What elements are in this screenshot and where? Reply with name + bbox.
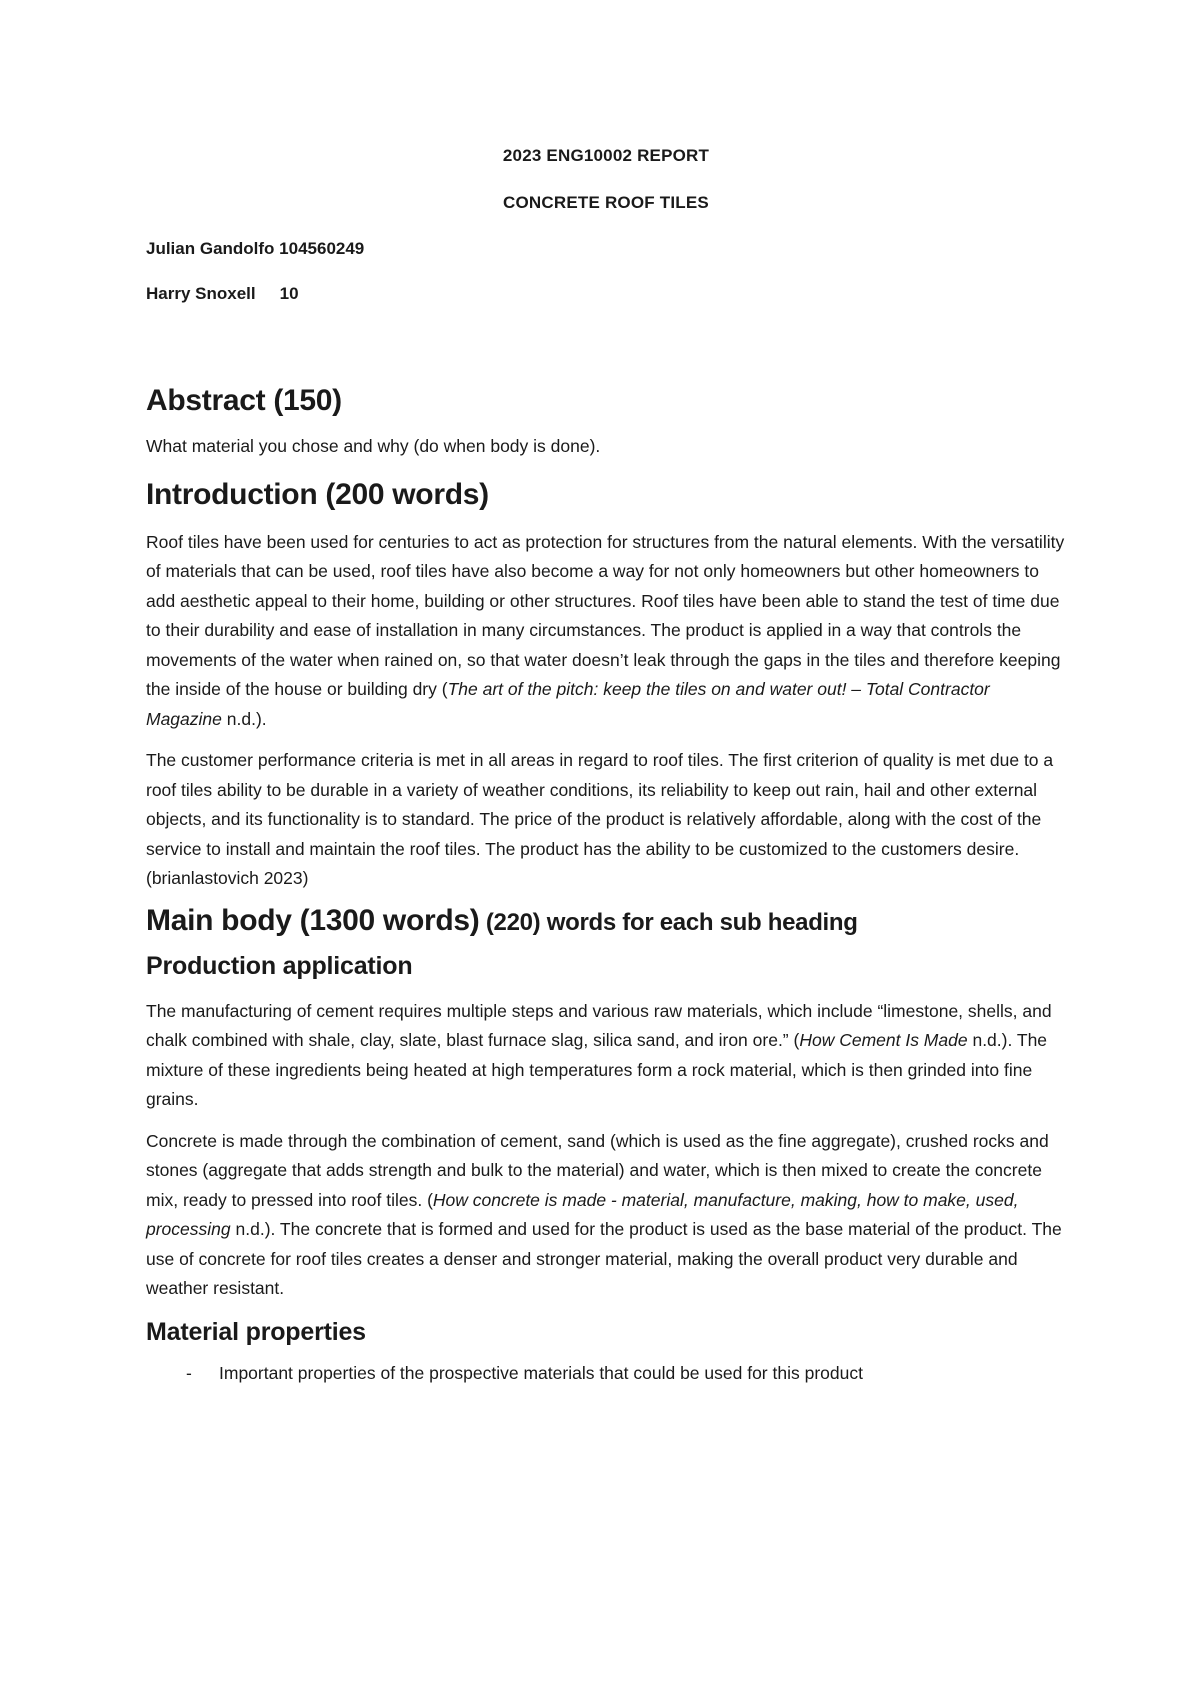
report-title: 2023 ENG10002 REPORT xyxy=(502,146,710,165)
main-body-heading xyxy=(146,904,1066,938)
production-heading: Production application xyxy=(146,951,413,980)
prod-p2-tail: n.d.). The concrete that is formed and used for the product is used as the base material of the product. The use of concrete for roof tiles creates a denser and stronger material, making the overall product very durable and weather resistant. xyxy=(146,1219,1062,1298)
main-body-heading-sub: (220) words for each sub heading xyxy=(479,908,858,936)
document-content xyxy=(146,146,1066,1388)
bullet-marker: - xyxy=(186,1362,192,1383)
material-properties-heading: Material properties xyxy=(146,1317,366,1346)
prod-p2-citation: How concrete is made - material, manufacture, making, how to make, used, processing xyxy=(146,1189,1019,1239)
author-line-1: Julian Gandolfo 104560249 xyxy=(146,239,365,258)
intro-p1-citation: The art of the pitch: keep the tiles on and water out! – Total Contractor Magazine xyxy=(146,679,990,729)
report-subtitle: CONCRETE ROOF TILES xyxy=(503,193,709,212)
introduction-paragraph-2: The customer performance criteria is met in all areas in regard to roof tiles. The first criterion of quality is met due to a roof tiles ability to be durable in a variety of weather conditions, its reliability to keep out rain, hail and other external objects, and its functionality is to standard. The price of the product is relatively affordable, along with the cost of the service to install and maintain the roof tiles. The product has the ability to be customized to the customers desire. (brianlastovich 2023) xyxy=(146,750,1054,888)
bullet-text: Important properties of the prospective materials that could be used for this product xyxy=(219,1362,863,1383)
production-paragraph-2 xyxy=(146,1127,1066,1304)
prod-p1-citation: How Cement Is Made xyxy=(799,1030,968,1050)
author-2-name: Harry Snoxell xyxy=(146,284,256,303)
prod-p1-text: The manufacturing of cement requires multiple steps and various raw materials, which include “limestone, shells, and chalk combined with shale, clay, slate, blast furnace slag, silica sand, and iron ore.” ( xyxy=(146,1000,1052,1050)
abstract-text: What material you chose and why (do when body is done). xyxy=(146,436,601,456)
intro-p1-text: Roof tiles have been used for centuries to act as protection for structures from the natural elements. With the versatility of materials that can be used, roof tiles have also become a way for not only homeowners but other homeowners to add aesthetic appeal to their home, building or other structures. Roof tiles have been able to stand the test of time due to their durability and ease of installation in many circumstances. The product is applied in a way that controls the movements of the water when rained on, so that water doesn’t leak through the gaps in the tiles and therefore keeping the inside of the house or building dry ( xyxy=(146,531,1065,699)
production-paragraph-1 xyxy=(146,997,1066,1115)
prod-p2-text: Concrete is made through the combination of cement, sand (which is used as the fine aggregate), crushed rocks and stones (aggregate that adds strength and bulk to the material) and water, which is then mixed to create the concrete mix, ready to pressed into roof tiles. ( xyxy=(146,1130,1049,1210)
author-line-2 xyxy=(146,284,1066,304)
main-body-heading-main: Main body (1300 words) xyxy=(146,903,480,937)
intro-p1-tail: n.d.). xyxy=(221,708,267,729)
list-item xyxy=(146,1359,1066,1389)
introduction-paragraph-1 xyxy=(146,528,1066,735)
introduction-heading: Introduction (200 words) xyxy=(146,477,489,511)
abstract-heading: Abstract (150) xyxy=(146,384,342,417)
prod-p1-tail: n.d.). The mixture of these ingredients being heated at high temperatures form a rock material, which is then grinded into fine grains. xyxy=(146,1030,1048,1109)
author-2-number: 10 xyxy=(279,284,299,303)
